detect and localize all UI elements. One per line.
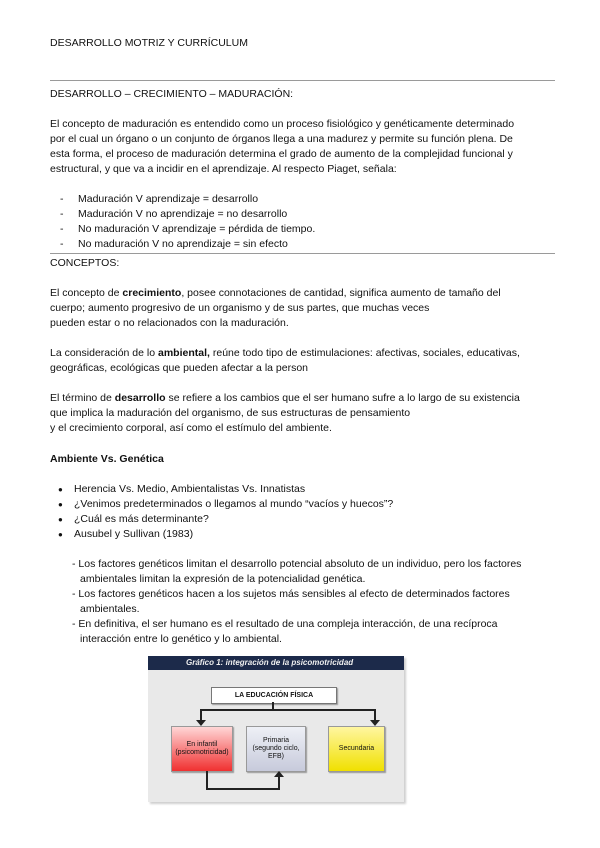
note-line: ambientales limitan la expresión de la potencialidad genética. xyxy=(80,573,366,585)
crecimiento-paragraph xyxy=(50,286,555,331)
paragraph-line: geográficas, ecológicas que pueden afectar a la person xyxy=(50,362,309,374)
figure-title: Gráfico 1: integración de la psicomotricidad xyxy=(148,656,404,670)
paragraph-line: El término de desarrollo se refiere a los cambios que el ser humano sufre a lo largo de su existencia xyxy=(50,392,520,404)
term-ambiental: ambiental, xyxy=(158,347,210,359)
box-infantil xyxy=(171,726,233,772)
paragraph-line: estructural, y que va a incidir en el aprendizaje. Al respecto Piaget, señala: xyxy=(50,163,397,175)
document-page xyxy=(50,36,555,647)
paragraph-line: por el cual un órgano o un conjunto de órganos llega a una madurez y permite su función plena. De xyxy=(50,133,513,145)
note-line: - Los factores genéticos limitan el desarrollo potencial absoluto de un individuo, pero los factores xyxy=(72,558,522,570)
note-line: interacción entre lo genético y lo ambiental. xyxy=(80,633,282,645)
box-label: En infantil xyxy=(186,741,218,748)
list-item: - No maduración V aprendizaje = pérdida de tiempo. xyxy=(60,222,555,237)
list-item: - Maduración V no aprendizaje = no desarrollo xyxy=(60,207,555,222)
document-header: DESARROLLO MOTRIZ Y CURRÍCULUM xyxy=(50,37,248,49)
list-item: ● ¿Cuál es más determinante? xyxy=(58,512,555,527)
note-line: ambientales. xyxy=(80,603,140,615)
paragraph-line: pueden estar o no relacionados con la maduración. xyxy=(50,317,289,329)
genetica-bullets xyxy=(50,482,555,542)
note-line: - Los factores genéticos hacen a los sujetos más sensibles al efecto de determinados factores xyxy=(72,588,510,600)
term-crecimiento: crecimiento xyxy=(122,287,182,299)
connector-line xyxy=(200,709,376,711)
desarrollo-paragraph xyxy=(50,391,555,436)
box-sublabel: (psicomotricidad) xyxy=(175,749,229,756)
arrow-up-icon xyxy=(274,771,284,777)
maduracion-paragraph xyxy=(50,117,555,177)
piaget-list xyxy=(50,192,555,252)
box-label: Secundaria xyxy=(338,745,375,752)
list-item: ● Ausubel y Sullivan (1983) xyxy=(58,527,555,542)
paragraph-line: cuerpo; aumento progresivo de un organismo y de sus partes, que muchas veces xyxy=(50,302,430,314)
box-label: Primaria xyxy=(262,737,290,744)
genetica-notes xyxy=(50,557,555,647)
box-sublabel: (segundo ciclo, EFB) xyxy=(252,745,300,760)
list-item: - Maduración V aprendizaje = desarrollo xyxy=(60,192,555,207)
psicomotricidad-figure xyxy=(148,656,404,802)
paragraph-line: El concepto de maduración es entendido como un proceso fisiológico y genéticamente determinado xyxy=(50,118,515,130)
paragraph-line: La consideración de lo ambiental, reúne todo tipo de estimulaciones: afectivas, sociales, educativas, xyxy=(50,347,520,359)
connector-line xyxy=(272,702,274,710)
list-item: - No maduración V no aprendizaje = sin efecto xyxy=(60,237,555,252)
figure-main-box: LA EDUCACIÓN FÍSICA xyxy=(211,687,337,704)
paragraph-line: esta forma, el proceso de maduración determina el grado de aumento de la complejidad funcional y xyxy=(50,148,513,160)
note-item xyxy=(72,617,555,647)
box-secundaria xyxy=(328,726,385,772)
note-line: - En definitiva, el ser humano es el resultado de una compleja interacción, de una recíproca xyxy=(72,618,498,630)
ambiental-paragraph xyxy=(50,346,555,376)
paragraph-line: que implica la maduración del organismo, de sus estructuras de pensamiento xyxy=(50,407,411,419)
note-item xyxy=(72,587,555,617)
list-item: ● Herencia Vs. Medio, Ambientalistas Vs. Innatistas xyxy=(58,482,555,497)
term-desarrollo: desarrollo xyxy=(114,392,166,404)
box-primaria xyxy=(246,726,306,772)
paragraph-line: y el crecimiento corporal, así como el estímulo del ambiente. xyxy=(50,422,332,434)
paragraph-line: El concepto de crecimiento, posee connotaciones de cantidad, significa aumento de tamaño del xyxy=(50,287,501,299)
connector-line xyxy=(206,788,280,790)
section-heading-ambiente-genetica: Ambiente Vs. Genética xyxy=(50,453,164,465)
list-item: ● ¿Venimos predeterminados o llegamos al mundo “vacíos y huecos”? xyxy=(58,497,555,512)
section-heading-conceptos: CONCEPTOS: xyxy=(50,257,120,269)
note-item xyxy=(72,557,555,587)
section-heading-desarrollo: DESARROLLO – CRECIMIENTO – MADURACIÓN: xyxy=(50,88,294,100)
